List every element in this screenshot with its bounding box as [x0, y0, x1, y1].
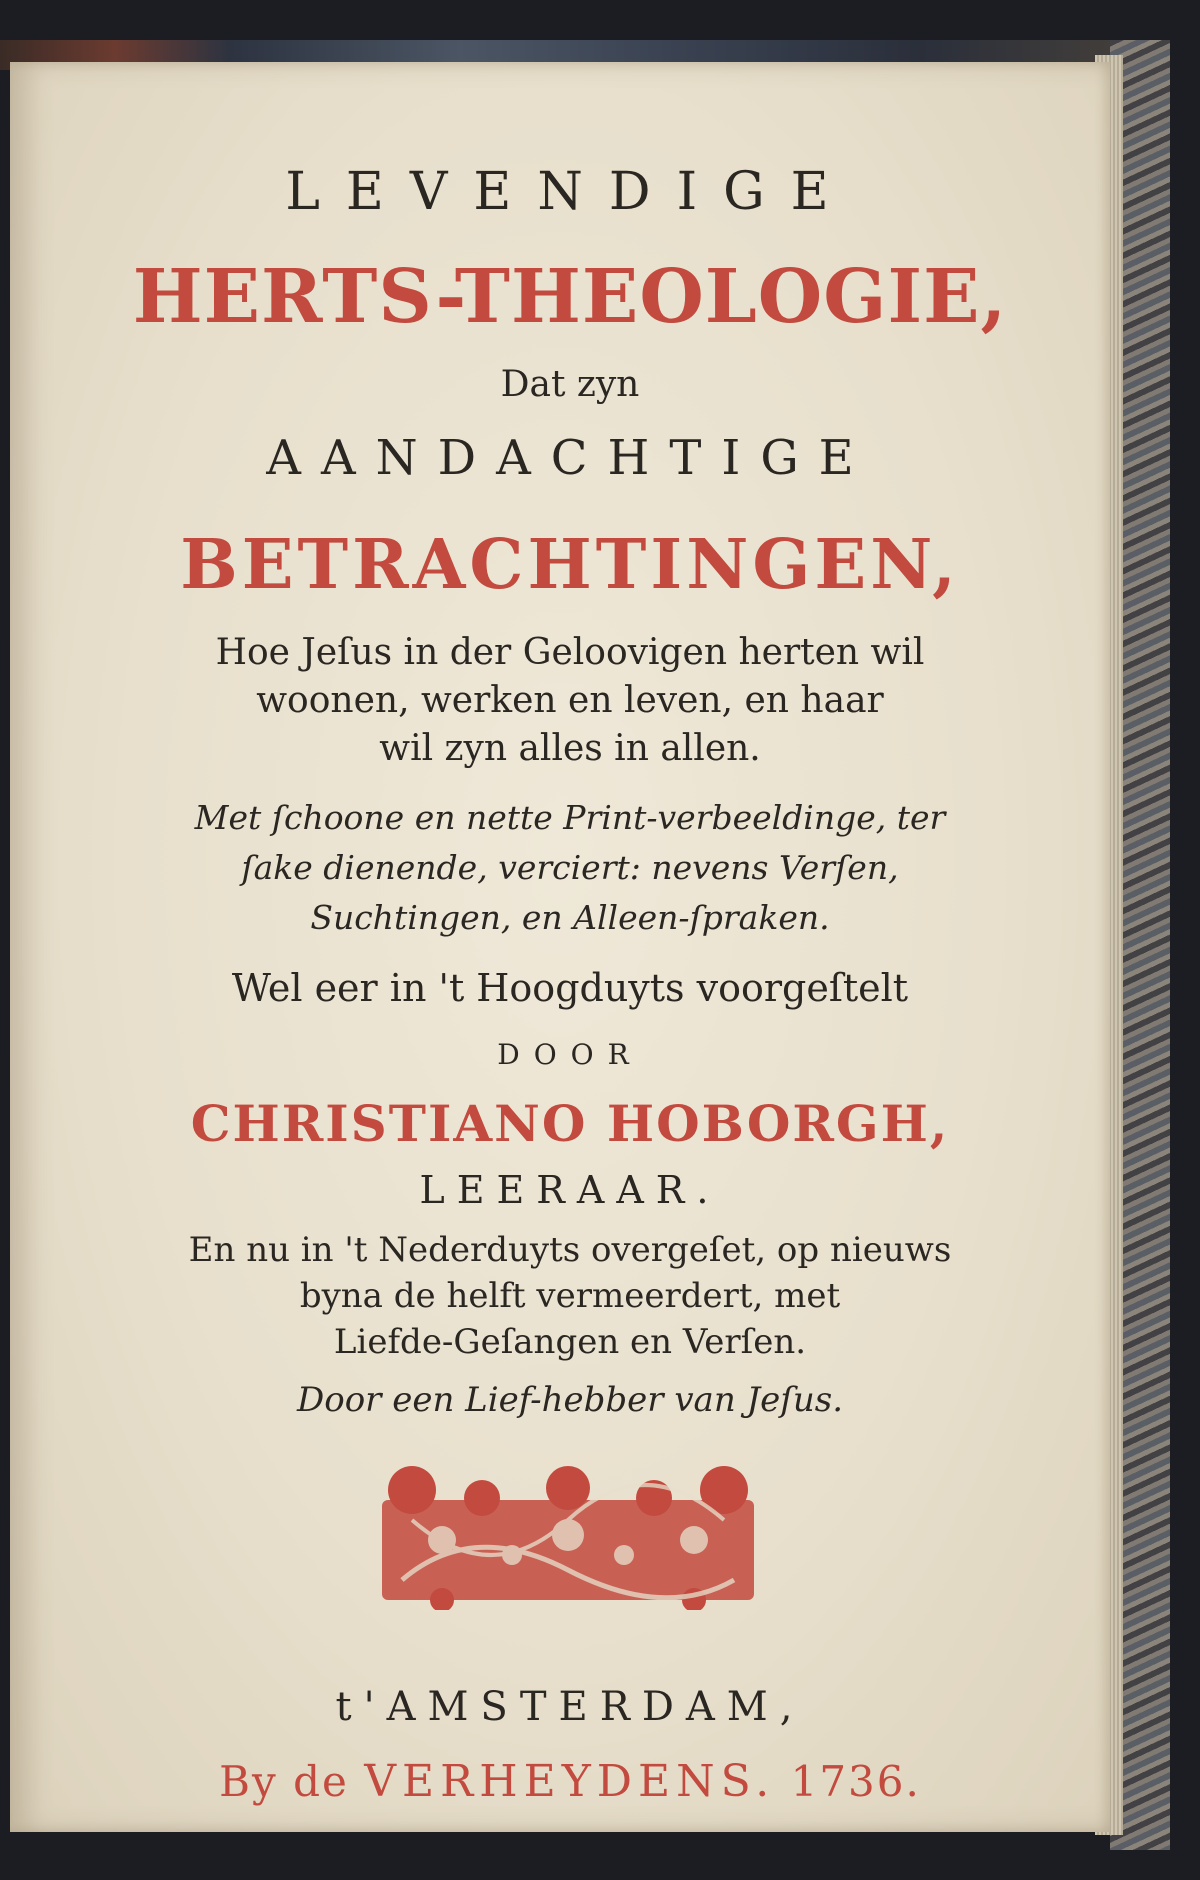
- description-line-3: Suchtingen, en Alleen-ſpraken.: [310, 898, 830, 937]
- credit-door: DOOR: [497, 1038, 643, 1071]
- description-line-2: ſake dienende, verciert: nevens Verſen,: [241, 848, 899, 887]
- title-page: [10, 62, 1110, 1832]
- translation-line-2: byna de helft vermeerdert, met: [299, 1276, 841, 1316]
- subtitle-line-1: Hoe Jeſus in der Geloovigen herten wil: [215, 632, 925, 673]
- imprint-by: By de: [219, 1757, 349, 1806]
- subtitle-line-3: wil zyn alles in allen.: [379, 728, 761, 769]
- author-name: CHRISTIANO HOBORGH,: [190, 1094, 950, 1153]
- floral-vignette-icon: [372, 1460, 764, 1610]
- credit-line: Wel eer in 't Hoogduyts voorgeſtelt: [231, 966, 909, 1010]
- subtitle-line-2: woonen, werken en leven, en haar: [256, 680, 884, 721]
- title-line-1: LEVENDIGE: [285, 162, 855, 222]
- translation-line-1: En nu in 't Nederduyts overgeſet, op nieuws: [188, 1230, 952, 1270]
- title-line-3: Dat zyn: [500, 364, 640, 405]
- imprint-publisher: [10, 1756, 1130, 1807]
- title-line-5: BETRACHTINGEN,: [180, 525, 960, 605]
- description-line-1: Met ſchoone en nette Print-verbeeldinge, ter: [194, 798, 946, 837]
- publication-year: 1736.: [790, 1757, 921, 1806]
- imprint-city: t'AMSTERDAM,: [335, 1684, 805, 1730]
- title-line-4: AANDACHTIGE: [266, 430, 874, 486]
- publisher-name: VERHEYDENS.: [364, 1756, 776, 1807]
- translator-line: Door een Lief-hebber van Jeſus.: [296, 1380, 844, 1420]
- translation-line-3: Liefde-Geſangen en Verſen.: [333, 1322, 807, 1362]
- author-role: LEERAAR.: [419, 1168, 721, 1212]
- title-line-2: HERTS-THEOLOGIE,: [132, 254, 1008, 340]
